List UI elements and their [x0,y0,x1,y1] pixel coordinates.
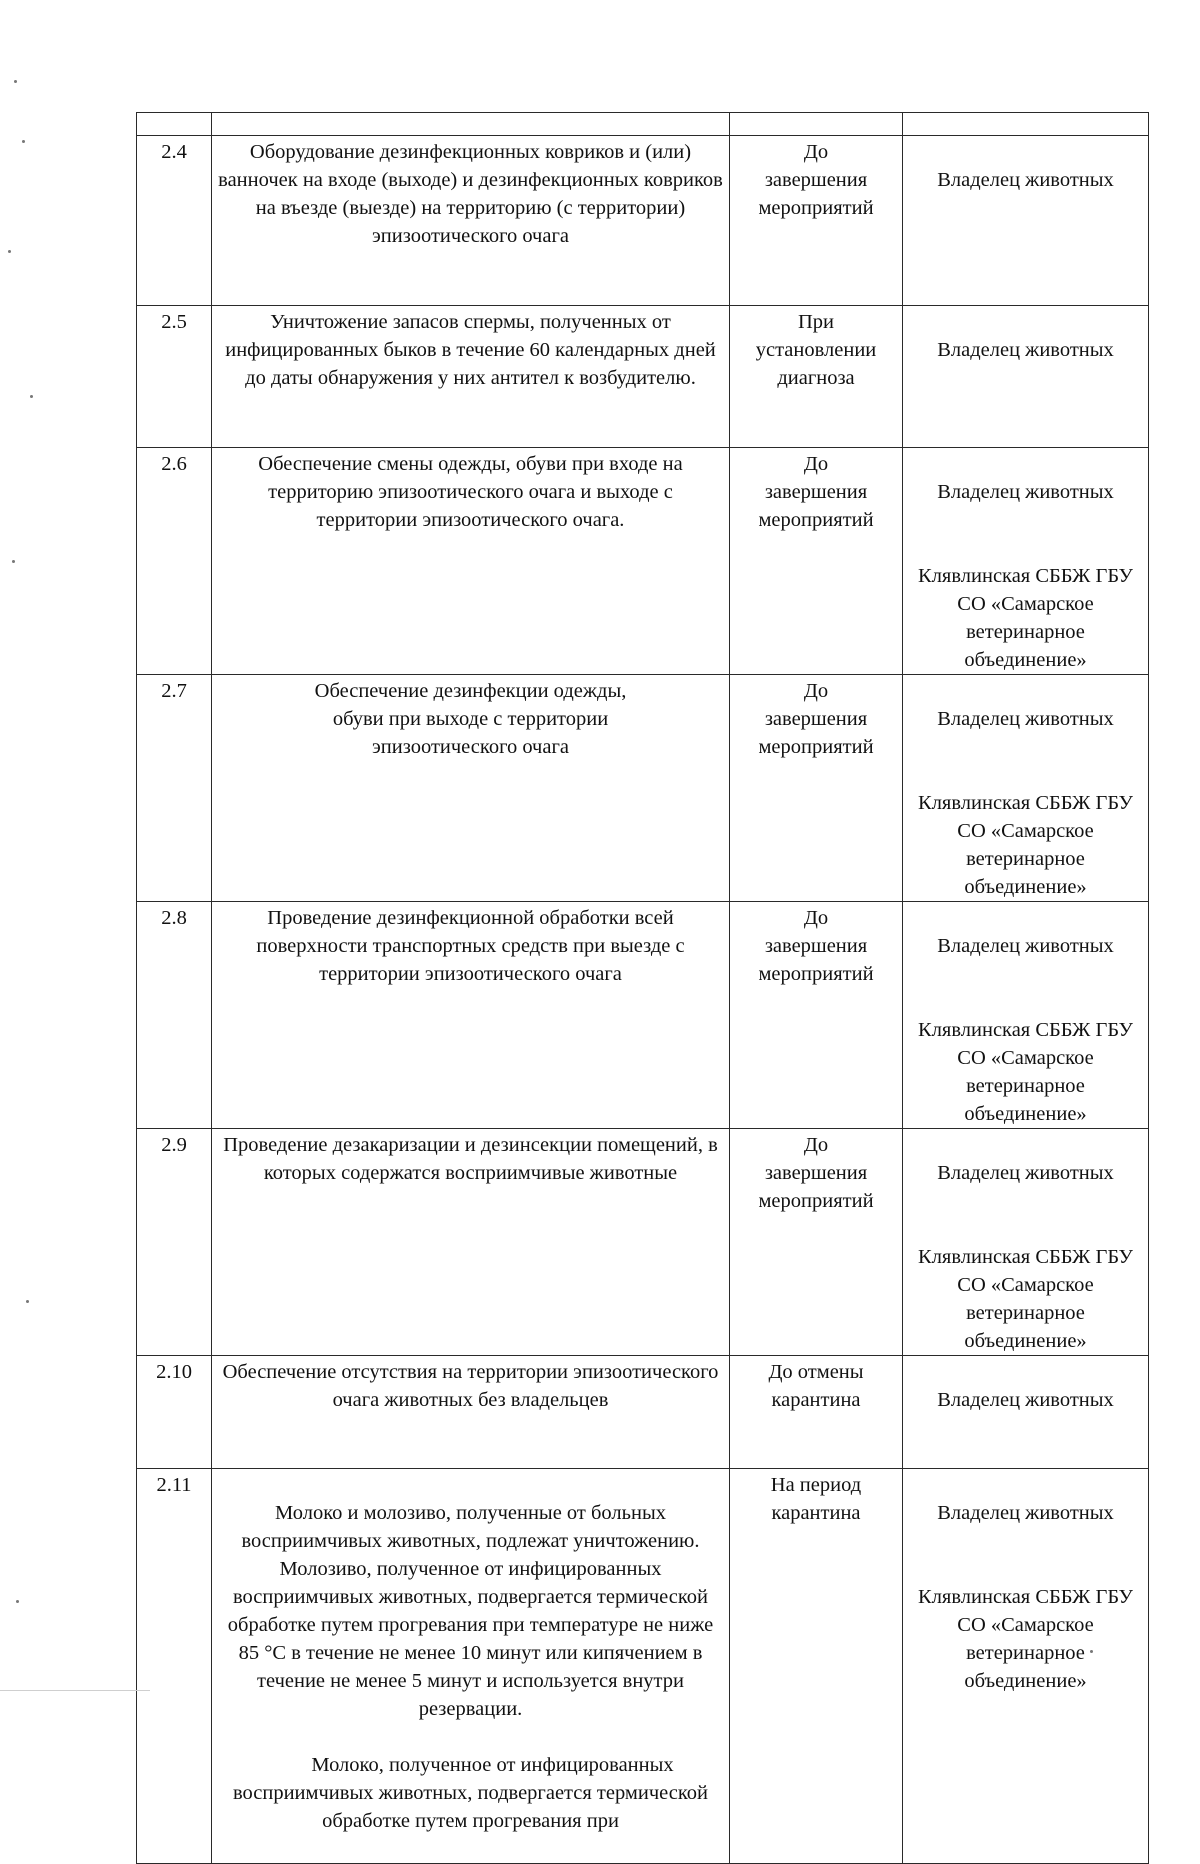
responsible-party: Клявлинская СББЖ ГБУ СО «Самарское ветеринарное объединение» [918,1246,1133,1352]
header-cell [212,113,730,136]
scan-speck [8,250,11,253]
measure-text: Обеспечение отсутствия на территории эпизоотического очага животных без владельцев [212,1356,730,1469]
row-number: 2.10 [137,1356,212,1469]
table-row [137,1469,1149,1864]
responsible-party: Клявлинская СББЖ ГБУ СО «Самарское ветеринарное объединение» [918,792,1133,898]
measure-paragraph: Молоко и молозиво, полученные от больных восприимчивых животных, подлежат уничтожению. Молозиво, полученное от инфицированных восприимчивых животных, подвергается термической обработке путем прогревания при температуре не ниже 85 °С в течение не менее 10 минут или кипячением в течение не менее 5 минут и используется внутри резервации. [227,1502,714,1720]
measure-text: Проведение дезинфекционной обработки всей поверхности транспортных средств при выезде с территории эпизоотического очага [212,902,730,1129]
measure-text: Обеспечение смены одежды, обуви при входе на территорию эпизоотического очага и выходе с территории эпизоотического очага. [212,448,730,675]
responsible-party: Клявлинская СББЖ ГБУ СО «Самарское ветеринарное объединение» [918,565,1133,671]
scan-speck [22,140,25,143]
deadline-text: До завершения мероприятий [730,1129,903,1356]
scan-speck [12,560,15,563]
responsible-cell [903,1356,1149,1469]
header-cell [730,113,903,136]
row-number: 2.4 [137,136,212,306]
responsible-cell [903,136,1149,306]
deadline-text: При установлении диагноза [730,306,903,448]
scan-speck [1090,1650,1093,1653]
measure-text: Проведение дезакаризации и дезинсекции помещений, в которых содержатся восприимчивые животные [212,1129,730,1356]
row-number: 2.11 [137,1469,212,1864]
measure-text: Обеспечение дезинфекции одежды, обуви при выходе с территории эпизоотического очага [212,675,730,902]
deadline-text: До завершения мероприятий [730,136,903,306]
measure-text [212,1469,730,1864]
measure-paragraph: Молоко, полученное от инфицированных восприимчивых животных, подвергается термической обработке путем прогревания при [232,1754,709,1832]
responsible-party: Владелец животных [937,1389,1114,1411]
header-cell [903,113,1149,136]
measures-table [136,112,1149,1864]
responsible-cell [903,448,1149,675]
responsible-party: Владелец животных [937,708,1114,730]
scan-speck [30,395,33,398]
responsible-cell [903,675,1149,902]
row-number: 2.5 [137,306,212,448]
row-number: 2.8 [137,902,212,1129]
table-row [137,306,1149,448]
measure-text: Оборудование дезинфекционных ковриков и (или) ванночек на входе (выходе) и дезинфекционных ковриков на въезде (выезде) на территорию (с территории) эпизоотического очага [212,136,730,306]
table-row [137,136,1149,306]
table-row [137,902,1149,1129]
responsible-party: Владелец животных [937,169,1114,191]
deadline-text: На период карантина [730,1469,903,1864]
responsible-cell [903,1469,1149,1864]
scan-speck [16,1600,19,1603]
deadline-text: До отмены карантина [730,1356,903,1469]
scan-speck [26,1300,29,1303]
table-header-row [137,113,1149,136]
responsible-party: Клявлинская СББЖ ГБУ СО «Самарское ветеринарное объединение» [918,1586,1133,1692]
row-number: 2.6 [137,448,212,675]
row-number: 2.9 [137,1129,212,1356]
deadline-text: До завершения мероприятий [730,448,903,675]
table-row [137,1129,1149,1356]
responsible-cell [903,1129,1149,1356]
responsible-cell [903,902,1149,1129]
table-row [137,1356,1149,1469]
table-row [137,675,1149,902]
scan-speck [14,80,17,83]
deadline-text: До завершения мероприятий [730,675,903,902]
responsible-party: Клявлинская СББЖ ГБУ СО «Самарское ветеринарное объединение» [918,1019,1133,1125]
row-number: 2.7 [137,675,212,902]
responsible-cell [903,306,1149,448]
responsible-party: Владелец животных [937,1502,1114,1524]
table-row [137,448,1149,675]
responsible-party: Владелец животных [937,339,1114,361]
scan-edge-line [0,1690,150,1691]
measure-text: Уничтожение запасов спермы, полученных от инфицированных быков в течение 60 календарных дней до даты обнаружения у них антител к возбудителю. [212,306,730,448]
header-cell [137,113,212,136]
responsible-party: Владелец животных [937,481,1114,503]
deadline-text: До завершения мероприятий [730,902,903,1129]
responsible-party: Владелец животных [937,1162,1114,1184]
responsible-party: Владелец животных [937,935,1114,957]
